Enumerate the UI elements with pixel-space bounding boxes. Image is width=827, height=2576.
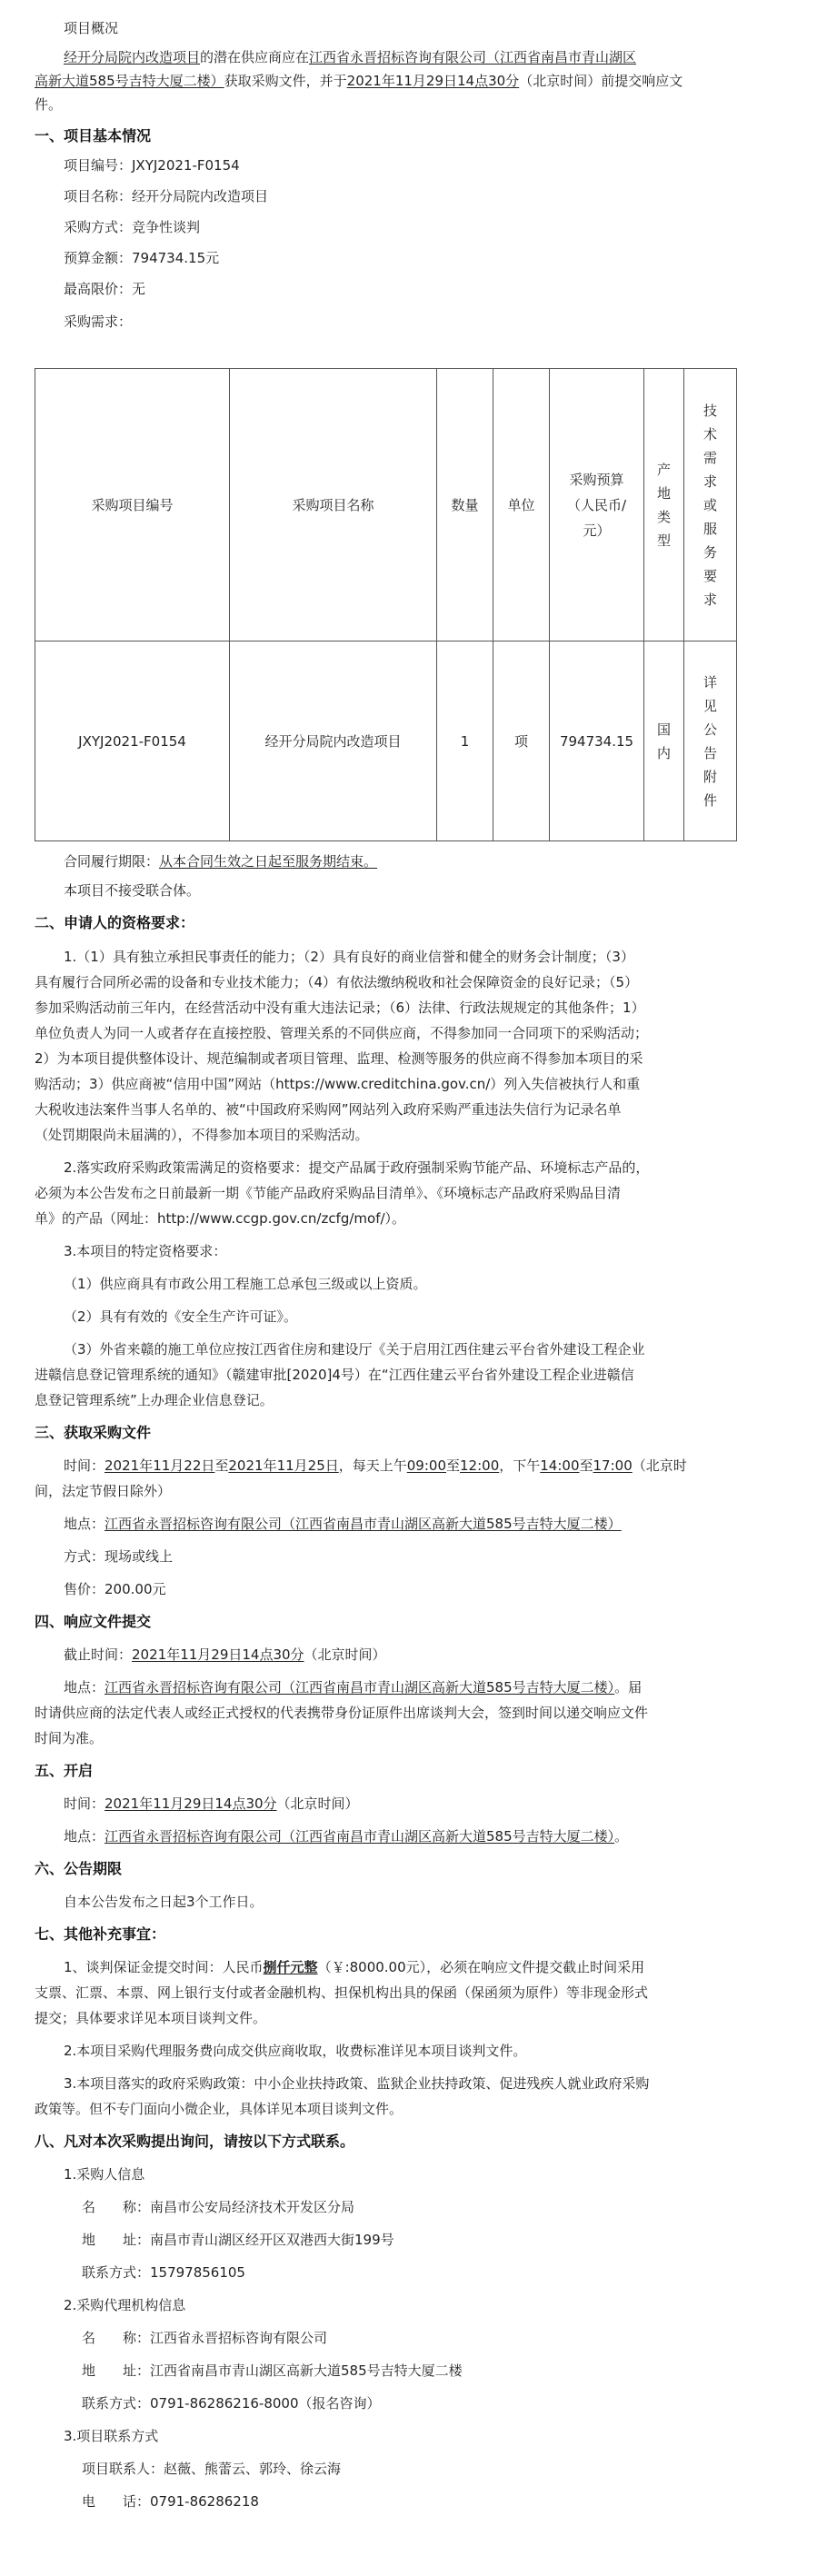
qualification-1-line: 具有履行合同所必需的设备和专业技术能力；（4）有依法缴纳税收和社会保障资金的良好记录；（5） — [35, 974, 639, 990]
qualification-2-line: 单》的产品（网址：http://www.ccgp.gov.cn/zcfg/mof/）。 — [35, 1210, 406, 1227]
section-heading-obtain-docs: 三、获取采购文件 — [35, 1424, 152, 1441]
purchaser-name: 名 称：南昌市公安局经济技术开发区分局 — [82, 2199, 355, 2215]
qualification-1-line: 单位负责人为同一人或者存在直接控股、管理关系的不同供应商，不得参加同一合同项下的采购活动； — [35, 1025, 649, 1041]
opening-location: 地点：江西省永晋招标咨询有限公司（江西省南昌市青山湖区高新大道585号吉特大厦二楼）。 — [64, 1828, 629, 1845]
submission-note: 时间为准。 — [35, 1730, 104, 1746]
purchaser-phone: 联系方式：15797856105 — [82, 2264, 245, 2281]
notice-period: 自本公告发布之日起3个工作日。 — [64, 1894, 264, 1910]
overview-paragraph-line-3: 件。 — [35, 96, 63, 113]
agency-address: 地 址：江西省南昌市青山湖区高新大道585号吉特大厦二楼 — [82, 2362, 463, 2379]
table-cell: JXYJ2021-F0154 — [35, 642, 230, 841]
agency-name: 名 称：江西省永晋招标咨询有限公司 — [82, 2330, 328, 2346]
column-header: 数量 — [437, 369, 493, 642]
section-heading-basic-info: 一、项目基本情况 — [35, 127, 152, 144]
column-header: 产地类型 — [644, 369, 684, 642]
project-contact-title: 3.项目联系方式 — [64, 2428, 159, 2444]
budget-amount: 预算金额：794734.15元 — [64, 250, 220, 266]
column-header: 采购项目名称 — [230, 369, 437, 642]
agency-name-link: 江西省永晋招标咨询有限公司（江西省南昌市青山湖区 — [309, 49, 637, 65]
section-heading-contact: 八、凡对本次采购提出询问，请按以下方式联系。 — [35, 2133, 355, 2150]
table-row — [35, 642, 737, 841]
table-cell: 1 — [437, 642, 493, 841]
purchaser-info-title: 1.采购人信息 — [64, 2166, 145, 2183]
obtain-time-cont: 间，法定节假日除外） — [35, 1483, 172, 1499]
procurement-requirements-label: 采购需求： — [64, 313, 133, 330]
qualification-1-line: （处罚期限尚未届满的），不得参加本项目的采购活动。 — [35, 1127, 369, 1143]
qualification-2-line: 2.落实政府采购政策需满足的资格要求：提交产品属于政府强制采购节能产品、环境标志产品的， — [64, 1159, 650, 1176]
max-price: 最高限价：无 — [64, 281, 146, 297]
deadline-time: 2021年11月29日14点30分 — [346, 73, 520, 89]
qualification-2-line: 必须为本公告发布之日前最新一期《节能产品政府采购品目清单》、《环境标志产品政府采购品目清 — [35, 1185, 622, 1201]
table-cell: 详见公告附件 — [684, 642, 737, 841]
table-header-row — [35, 369, 737, 642]
table-cell: 794734.15 — [550, 642, 644, 841]
qualification-1-line: 2）为本项目提供整体设计、规范编制或者项目管理、监理、检测等服务的供应商不得参加本项目的采 — [35, 1050, 643, 1067]
obtain-price: 售价：200.00元 — [64, 1581, 166, 1597]
policy-note: 政策等。但不专门面向小微企业，具体详见本项目谈判文件。 — [35, 2101, 404, 2117]
qualification-3-item: 进赣信息登记管理系统的通知》（赣建审批[2020]4号）在“江西住建云平台省外建设工程企业进赣信 — [35, 1367, 634, 1383]
submission-deadline: 截止时间：2021年11月29日14点30分（北京时间） — [64, 1646, 386, 1663]
overview-title: 项目概况 — [64, 20, 119, 36]
obtain-time: 时间：2021年11月22日至2021年11月25日，每天上午09:00至12:00，下午14:00至17:00（北京时 — [64, 1457, 687, 1474]
section-heading-submission: 四、响应文件提交 — [35, 1613, 152, 1630]
qualification-1-line: 大税收违法案件当事人名单的、被“中国政府采购网”网站列入政府采购严重违法失信行为记录名单 — [35, 1101, 622, 1118]
deposit-line: 1、谈判保证金提交时间：人民币捌仟元整（￥:8000.00元），必须在响应文件提交截止时间采用 — [64, 1959, 645, 1975]
section-heading-notice-period: 六、公告期限 — [35, 1860, 123, 1877]
section-heading-qualification: 二、申请人的资格要求： — [35, 914, 195, 931]
contract-term: 合同履行期限：从本合同生效之日起至服务期结束。 — [64, 853, 378, 870]
qualification-3-title: 3.本项目的特定资格要求： — [64, 1243, 227, 1259]
section-heading-opening: 五、开启 — [35, 1762, 94, 1779]
column-header: 技术需求或服务要求 — [684, 369, 737, 642]
project-contact-phone: 电 话：0791-86286218 — [82, 2493, 259, 2510]
project-name: 项目名称：经开分局院内改造项目 — [64, 188, 269, 204]
column-header: 采购项目编号 — [35, 369, 230, 642]
qualification-3-item: 息登记管理系统”上办理企业信息登记。 — [35, 1392, 274, 1408]
submission-note: 时请供应商的法定代表人或经正式授权的代表携带身份证原件出席谈判大会，签到时间以递交响应文件 — [35, 1705, 649, 1721]
qualification-1-line: 参加采购活动前三年内，在经营活动中没有重大违法记录；（6）法律、行政法规规定的其他条件；1） — [35, 1000, 645, 1016]
section-heading-other: 七、其他补充事宜： — [35, 1925, 166, 1943]
no-consortium-note: 本项目不接受联合体。 — [64, 882, 201, 899]
qualification-1-line: 购活动；3）供应商被“信用中国”网站（https://www.creditchina.gov.cn/）列入失信被执行人和重 — [35, 1076, 641, 1092]
deposit-line: 支票、汇票、本票、网上银行支付或者金融机构、担保机构出具的保函（保函须为原件）等非现金形式 — [35, 1984, 649, 2001]
agency-fee-note: 2.本项目采购代理服务费向成交供应商收取，收费标准详见本项目谈判文件。 — [64, 2043, 527, 2059]
column-header: 采购预算（人民币/元） — [550, 369, 644, 642]
project-contact-people: 项目联系人：赵薇、熊蕾云、郭玲、徐云海 — [82, 2461, 342, 2477]
agency-phone: 联系方式：0791-86286216-8000（报名咨询） — [82, 2395, 381, 2412]
qualification-3-item: （1）供应商具有市政公用工程施工总承包三级或以上资质。 — [64, 1276, 427, 1292]
project-number: 项目编号：JXYJ2021-F0154 — [64, 157, 240, 174]
qualification-1-line: 1.（1）具有独立承担民事责任的能力；（2）具有良好的商业信誉和健全的财务会计制度；（3） — [64, 949, 634, 965]
purchaser-address: 地 址：南昌市青山湖区经开区双港西大街199号 — [82, 2232, 394, 2248]
overview-paragraph-line-1: 经开分局院内改造项目的潜在供应商应在江西省永晋招标咨询有限公司（江西省南昌市青山湖区 — [64, 49, 637, 65]
table-cell: 国内 — [644, 642, 684, 841]
table-cell: 经开分局院内改造项目 — [230, 642, 437, 841]
qualification-3-item: （2）具有有效的《安全生产许可证》。 — [64, 1308, 298, 1325]
procurement-method: 采购方式：竞争性谈判 — [64, 219, 201, 235]
opening-time: 时间：2021年11月29日14点30分（北京时间） — [64, 1795, 359, 1812]
overview-paragraph-line-2: 高新大道585号吉特大厦二楼）获取采购文件，并于2021年11月29日14点30分（北京时间）前提交响应文 — [35, 73, 683, 89]
project-name-link: 经开分局院内改造项目 — [64, 49, 201, 65]
procurement-table — [35, 368, 737, 841]
qualification-3-item: （3）外省来赣的施工单位应按江西省住房和建设厅《关于启用江西住建云平台省外建设工程企业 — [64, 1341, 645, 1358]
obtain-location: 地点：江西省永晋招标咨询有限公司（江西省南昌市青山湖区高新大道585号吉特大厦二楼） — [64, 1516, 622, 1532]
policy-note: 3.本项目落实的政府采购政策：中小企业扶持政策、监狱企业扶持政策、促进残疾人就业政府采购 — [64, 2075, 650, 2092]
submission-location: 地点：江西省永晋招标咨询有限公司（江西省南昌市青山湖区高新大道585号吉特大厦二楼）。届 — [64, 1679, 643, 1696]
agency-info-title: 2.采购代理机构信息 — [64, 2297, 186, 2313]
table-cell: 项 — [493, 642, 550, 841]
obtain-method: 方式：现场或线上 — [64, 1548, 174, 1565]
deposit-line: 提交；具体要求详见本项目谈判文件。 — [35, 2010, 267, 2026]
column-header: 单位 — [493, 369, 550, 642]
